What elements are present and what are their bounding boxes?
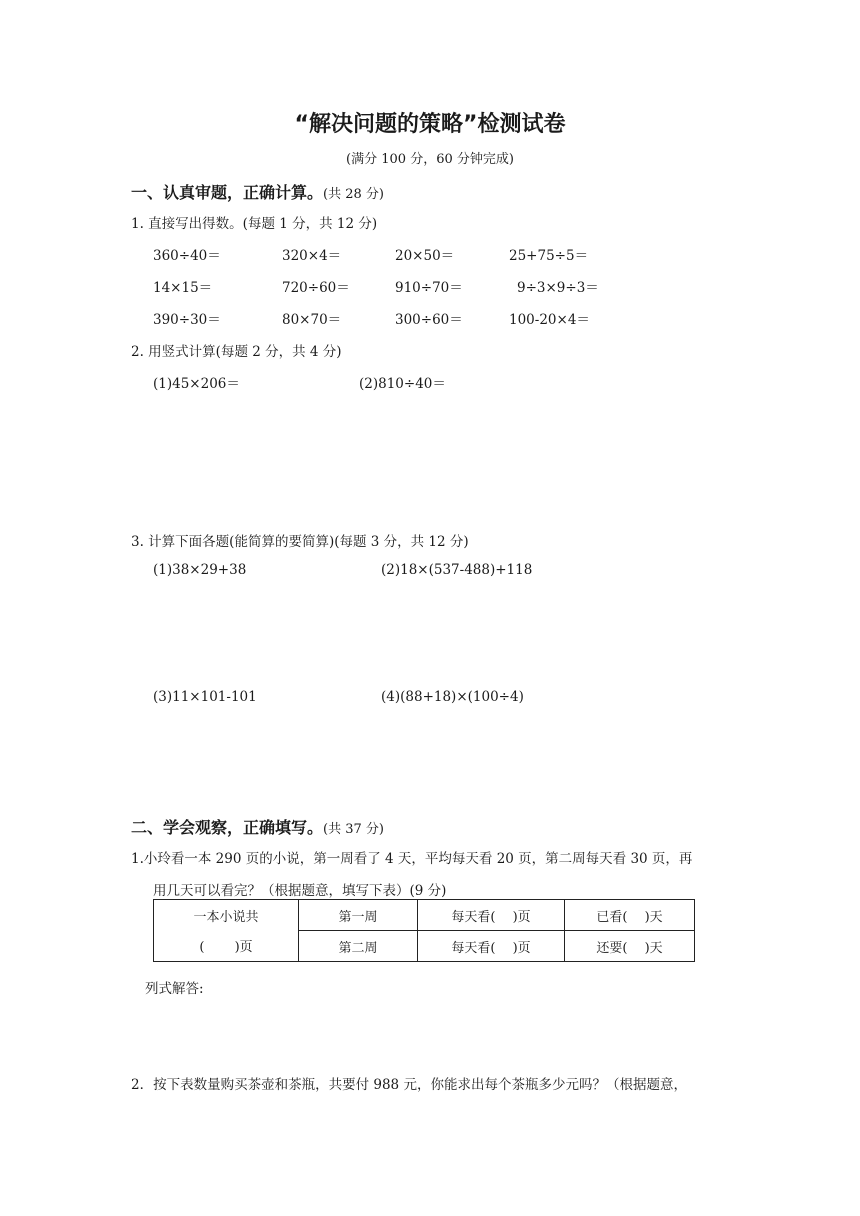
s1-q1-item: 9÷3×9÷3＝ <box>517 280 599 296</box>
section2-title: 二、学会观察，正确填写。 <box>131 818 324 837</box>
table-cell: 每天看( )页 <box>418 931 565 962</box>
s1-q1-item: 360÷40＝ <box>153 248 221 264</box>
table-cell: 还要( )天 <box>565 931 695 962</box>
page-title: “解决问题的策略”检测试卷 <box>294 112 566 137</box>
section2-points: (共 37 分) <box>323 822 384 837</box>
table-cell: 一本小说共 <box>154 900 299 931</box>
s2-q1-line1: 1.小玲看一本 290 页的小说，第一周看了 4 天，平均每天看 20 页，第二周每天看 30 页，再 <box>131 851 693 867</box>
section1-heading <box>131 180 384 203</box>
reading-plan-table <box>153 899 695 962</box>
page-subtitle: (满分 100 分，60 分钟完成) <box>346 152 514 167</box>
s1-q2-text: 2. 用竖式计算(每题 2 分，共 4 分) <box>131 344 342 360</box>
s1-q1-item: 300÷60＝ <box>395 312 463 328</box>
s1-q1-text: 1. 直接写出得数。(每题 1 分，共 12 分) <box>131 216 378 232</box>
table-cell: 第二周 <box>299 931 418 962</box>
s1-q1-item: 20×50＝ <box>395 248 455 264</box>
s1-q2-item: (1)45×206＝ <box>153 376 240 392</box>
table-row <box>154 931 695 962</box>
table-cell: ( )页 <box>154 931 299 962</box>
s1-q1-item: 25+75÷5＝ <box>509 248 589 264</box>
table-row <box>154 900 695 931</box>
s2-q1-line2: 用几天可以看完？（根据题意，填写下表）(9 分) <box>153 883 447 899</box>
s1-q1-item: 14×15＝ <box>153 280 213 296</box>
s1-q1-item: 100-20×4＝ <box>509 312 590 328</box>
table-cell: 已看( )天 <box>565 900 695 931</box>
s1-q1-item: 320×4＝ <box>282 248 342 264</box>
s1-q1-item: 910÷70＝ <box>395 280 463 296</box>
s1-q1-item: 80×70＝ <box>282 312 342 328</box>
s1-q3-item: (2)18×(537-488)+118 <box>381 562 533 578</box>
table-cell: 每天看( )页 <box>418 900 565 931</box>
s2-q2-text: 2．按下表数量购买茶壶和茶瓶，共要付 988 元，你能求出每个茶瓶多少元吗？（根据题意， <box>131 1077 687 1093</box>
section1-title: 一、认真审题，正确计算。 <box>131 183 324 202</box>
table-cell: 第一周 <box>299 900 418 931</box>
s1-q3-text: 3. 计算下面各题(能简算的要简算)(每题 3 分，共 12 分) <box>131 534 469 550</box>
s1-q2-item: (2)810÷40＝ <box>359 376 446 392</box>
s1-q3-item: (1)38×29+38 <box>153 562 247 578</box>
section1-points: (共 28 分) <box>323 187 384 202</box>
s1-q1-item: 720÷60＝ <box>282 280 350 296</box>
answer-label: 列式解答: <box>145 981 204 997</box>
s1-q3-item: (4)(88+18)×(100÷4) <box>381 689 524 705</box>
s1-q1-item: 390÷30＝ <box>153 312 221 328</box>
section2-heading <box>131 815 384 838</box>
s1-q3-item: (3)11×101-101 <box>153 689 257 705</box>
